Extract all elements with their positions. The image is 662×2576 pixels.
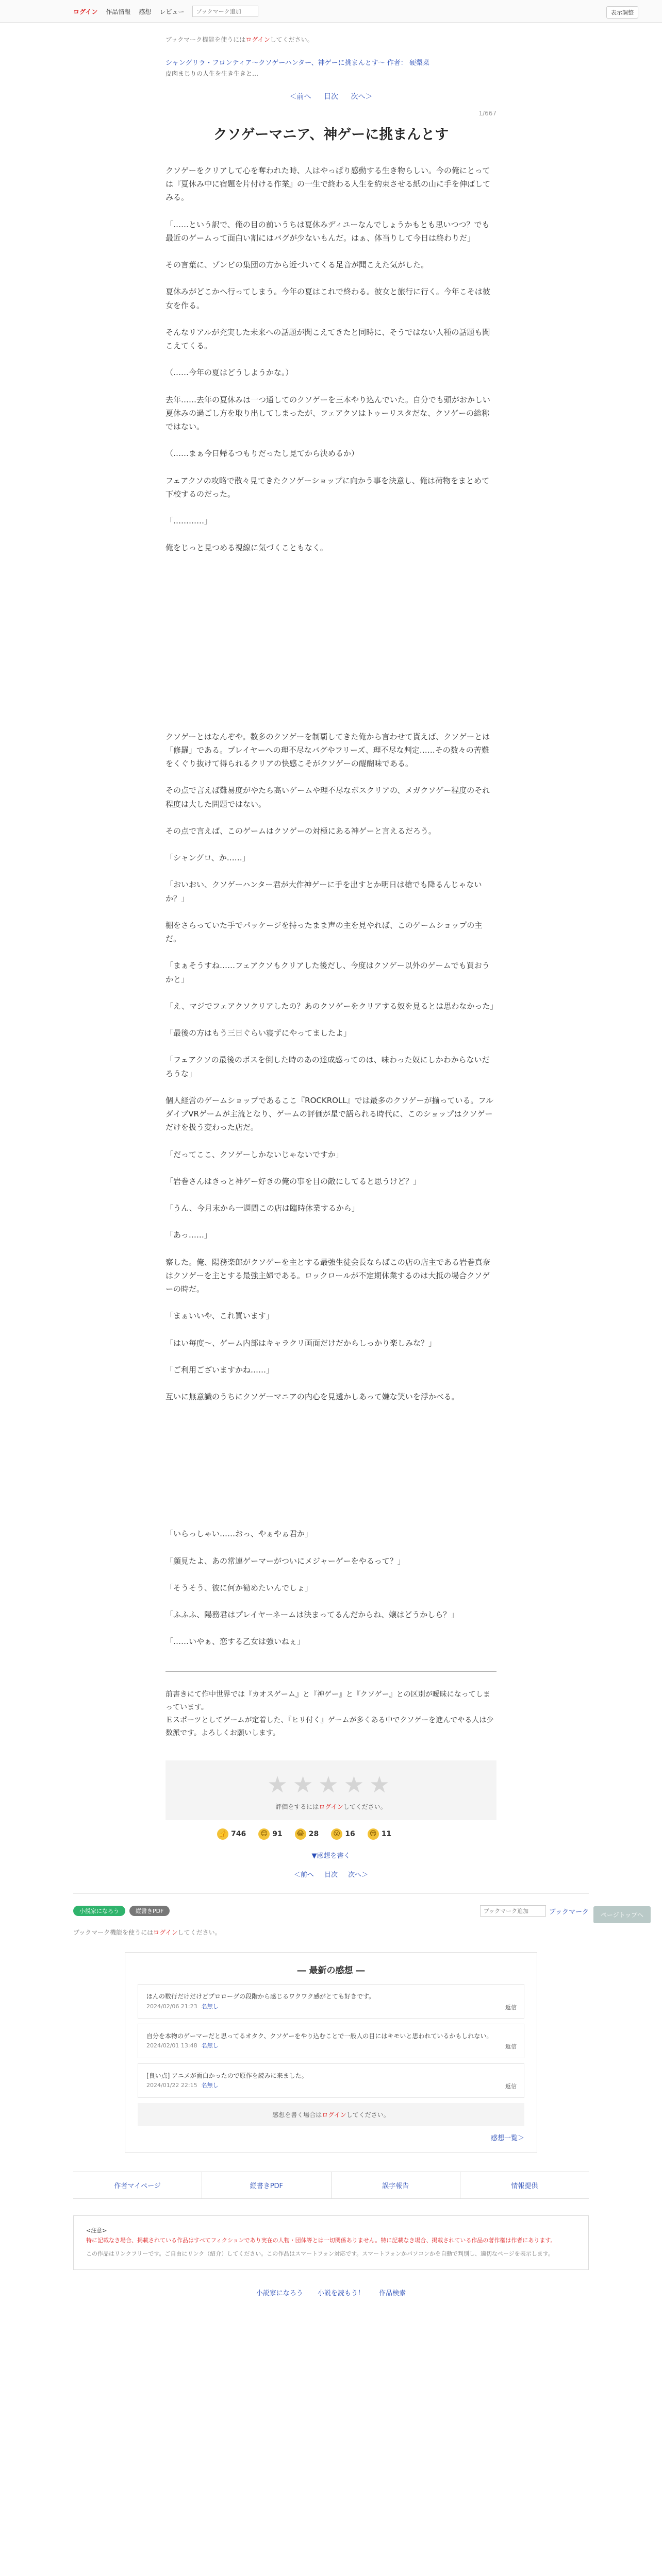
bookmark-button[interactable]: ブックマーク [549, 1908, 589, 1916]
caution-box [73, 2215, 589, 2270]
review-reply-link[interactable]: 返信 [505, 2083, 517, 2090]
para: 「まぁそうすね……フェアクソもクリアした後だし、今度はクソゲー以外のゲームでも買おうかと」 [166, 961, 490, 984]
review-item [138, 2063, 524, 2098]
bottom-link-read[interactable]: 小説を読もう！ [317, 2289, 365, 2297]
series-label: 皮肉まじりの人生を生き生きと… [166, 70, 259, 77]
para: 「……という訳で、俺の目の前いうちは夏休みディユーなんでしょうかもとも思いつつ？でも最近のゲームって面白い割にはバグが少ないもんだ。はぁ、体当りして今日は終わりだ」 [166, 219, 490, 243]
caution-grey: この作品はリンクフリーです。ご自由にリンク（紹介）してください。この作品はスマートフォン対応です。スマートフォンかパソコンかを自動で判別し、適切なページを表示します。 [86, 2250, 554, 2258]
para: 「…………」 [166, 516, 212, 526]
toc-link[interactable]: 目次 [324, 92, 338, 101]
pdf-chip[interactable]: 縦書きPDF [129, 1906, 170, 1916]
para: 互いに無意識のうちにクソゲーマニアの内心を見透かしあって嫌な笑いを浮かべる。 [166, 1392, 459, 1402]
para: 「そうそう、彼に何か勧めたいんでしょ」 [166, 1583, 313, 1592]
para: 「シャングロ、か……」 [166, 853, 250, 863]
review-login-note [138, 2103, 524, 2126]
reaction-count: 746 [231, 1830, 246, 1839]
page-top-button[interactable]: ページトップへ [593, 1906, 651, 1923]
write-review-link[interactable]: ▼感想を書く [311, 1852, 351, 1860]
para: 俺をじっと見つめる視線に気づくこともなく。 [166, 543, 328, 553]
review-author-link[interactable]: 名無し [201, 2003, 219, 2010]
para: 「最後の方はもう三日ぐらい寝ずにやってましたよ」 [166, 1028, 352, 1038]
para: （……今年の夏はどうしようかな。） [166, 368, 293, 378]
reaction-item[interactable] [331, 1828, 355, 1840]
reaction-item[interactable] [258, 1828, 282, 1840]
para: そんなリアルが充実した未来への話題が聞こえてきたと同時に、そうではない人種の話題も聞こえてくる。 [166, 327, 490, 351]
series-title-link[interactable]: シャングリラ・フロンティア〜クソゲーハンター、神ゲーに挑まんとす〜 [166, 59, 385, 67]
next-link[interactable]: 次へ＞ [351, 92, 373, 101]
bookmark-bar [73, 1893, 589, 1925]
review-reply-link[interactable]: 返信 [505, 2004, 517, 2011]
para: 「ご利用ございますかね……」 [166, 1365, 274, 1375]
reviews-title: ― 最新の感想 ― [297, 1965, 365, 1976]
para: 「え、マジでフェアクソクリアしたの？あのクソゲーをクリアする奴を見るとは思わなかった」 [166, 1001, 498, 1011]
review-text: ほんの数行だけだけどプロローグの段階から感じるワクワク感がとても好きです。 [146, 1993, 375, 2001]
laugh-icon: 😂 [295, 1828, 306, 1840]
toc-link[interactable]: 目次 [324, 1871, 338, 1879]
next-link[interactable]: 次へ＞ [348, 1871, 369, 1879]
review-item [138, 2024, 524, 2058]
para: 「あっ……」 [166, 1230, 212, 1240]
afterword-divider [166, 1671, 496, 1672]
review-note-text: 感想を書く場合は [272, 2111, 322, 2119]
top-bar [0, 0, 662, 23]
bottom-link-site[interactable]: 小説家になろう [256, 2289, 303, 2297]
caution-red: 特に記載なき場合、掲載されている作品はすべてフィクションであり実在の人物・団体等とは一切関係ありません。特に記載なき場合、掲載されている作品の著作権は作者にあります。 [86, 2236, 556, 2244]
para: 棚をさらっていた手でパッケージを持ったまま声の主を見やれば、このゲームショップの主だ。 [166, 920, 483, 944]
para: 「フェアクソの最後のボスを倒した時のあの達成感ってのは、味わった奴にしかわからないだろうな」 [166, 1055, 490, 1078]
review-date: 2024/01/22 22:15 [146, 2082, 197, 2089]
sad-icon: 😢 [368, 1828, 379, 1840]
para: 「だってここ、クソゲーしかないじゃないですか」 [166, 1149, 343, 1159]
thumbs-up-icon: 👍 [217, 1828, 228, 1840]
rating-box [166, 1760, 496, 1820]
bottom-links [0, 2287, 662, 2297]
story-body [166, 164, 496, 1649]
review-login-link[interactable]: ログイン [322, 2111, 346, 2119]
chapter-number: 1/667 [478, 109, 496, 117]
afterword: 前書きにて作中世界では『カオスゲーム』と『神ゲー』と『クソゲー』との区別が曖昧になってしまっています。 Ｅスポーツとしてゲームが定着した、『ヒリ付く』ゲームが多くある中でクソゲーを進んでやる人は少数派です。よろしくお願いします。 [166, 1690, 494, 1738]
nav-review[interactable]: 感想 [139, 8, 152, 15]
reaction-count: 28 [308, 1830, 319, 1839]
para: フェアクソの攻略で散々見てきたクソゲーショップに向かう事を決意し、俺は荷物をまとめて下校するのだった。 [166, 476, 490, 499]
prev-link[interactable]: ＜前へ [289, 92, 311, 101]
notice2-tail: してください。 [177, 1929, 221, 1937]
surprised-icon: 😮 [331, 1828, 342, 1840]
review-author-link[interactable]: 名無し [201, 2042, 219, 2049]
para: 「いらっしゃい……おっ、やぁやぁ君か」 [166, 1529, 313, 1539]
rating-msg-tail: してください。 [343, 1803, 387, 1811]
bookmark-input-bottom[interactable] [480, 1905, 546, 1917]
reaction-count: 16 [345, 1830, 355, 1839]
login-notice [166, 35, 496, 44]
notice-text: ブックマーク機能を使うには [166, 36, 246, 43]
reaction-item[interactable] [295, 1828, 319, 1840]
reaction-count: 91 [272, 1830, 283, 1839]
para: 個人経営のゲームショップであるここ『ROCKROLL』では最多のクソゲーが揃っている。フルダイブVRゲームが主流となり、ゲームの評価が星で語られる時代に、このショップはクソゲーだけを扱う変わった店だ。 [166, 1095, 493, 1132]
para: 察した。俺、陽務楽郎がクソゲーを主とする最強生徒会長ならばこの店の店主である岩巻真奈はクソゲーを主とする最強主婦である。ロックロールが不定期休業するのは大抵の場合クソゲーの時だ。 [166, 1257, 490, 1294]
footer-typo-link[interactable]: 誤字報告 [332, 2172, 460, 2198]
bookmark-input[interactable] [192, 6, 258, 17]
nav-report[interactable]: レビュー [159, 8, 185, 15]
para: 「ふふふ、陽務君はプレイヤーネームは決まってるんだからね、嬢はどうかしら？」 [166, 1610, 459, 1620]
footer-info-link[interactable]: 情報提供 [511, 2182, 538, 2190]
reaction-count: 11 [381, 1830, 392, 1839]
para: 「顔見たよ、あの常連ゲーマーがついにメジャーゲーをやるって？」 [166, 1556, 405, 1566]
prev-link[interactable]: ＜前へ [293, 1871, 314, 1879]
notice2-text: ブックマーク機能を使うには [73, 1929, 154, 1937]
bottom-link-search[interactable]: 作品検索 [379, 2289, 406, 2297]
para: 「はい毎度〜、ゲーム内部はキャラクリ画面だけだからしっかり楽しみな？」 [166, 1338, 437, 1348]
author-label: 作者： [387, 59, 407, 67]
notice-login-link[interactable]: ログイン [245, 36, 270, 43]
pager-top [166, 91, 496, 101]
login-notice-bottom [73, 1925, 589, 1940]
review-text: [良い点] アニメが面白かったので原作を読みに来ました。 [146, 2072, 308, 2080]
para: 「岩巻さんはきっと神ゲー好きの俺の事を目の敵にしてると思うけど？」 [166, 1176, 421, 1186]
site-chip[interactable]: 小説家になろう [73, 1906, 125, 1916]
rating-stars[interactable]: ★★★★★ [267, 1772, 395, 1799]
rating-msg [166, 1802, 496, 1811]
para: 夏休みがどこかへ行ってしまう。今年の夏はこれで終わる。彼女と旅行に行く。今年こそは彼女を作る。 [166, 287, 490, 310]
author-link[interactable]: 硬梨菜 [409, 59, 429, 67]
para: クソゲーをクリアして心を奪われた時、人はやっぱり感動する生き物らしい。今の俺にとっては『夏休み中に宿題を片付ける作業』の一生で終わる人生を約束させる紙の山に手を伸ばしてみる。 [166, 165, 491, 202]
chapter-title: クソゲーマニア、神ゲーに挑まんとす [213, 126, 449, 143]
para: （……まぁ今日帰るつもりだったし見てから決めるか） [166, 449, 359, 459]
rating-msg-text: 評価をするには [275, 1803, 319, 1811]
smile-icon: 😊 [258, 1828, 270, 1840]
review-date: 2024/02/06 21:23 [146, 2003, 197, 2010]
caution-head: <注意> [86, 2227, 107, 2234]
main-content [166, 35, 496, 1879]
pager-bottom [166, 1869, 496, 1879]
para: 「まぁいいや、これ買います」 [166, 1311, 274, 1321]
nav-info[interactable]: 作品情報 [106, 8, 131, 15]
para: その点で言えば難易度がやたら高いゲームや理不尽なボスクリアの、メガクソゲー程度のそれ程度は大した問題ではない。 [166, 786, 490, 809]
para: 「おいおい、クソゲーハンター君が大作神ゲーに手を出すとか明日は槍でも降るんじゃないか？」 [166, 880, 482, 903]
reaction-item[interactable] [368, 1828, 391, 1840]
footer-pdf-link[interactable]: 縦書きPDF [202, 2172, 331, 2198]
series-info [166, 58, 496, 79]
all-reviews-link[interactable]: 感想一覧＞ [490, 2134, 524, 2142]
review-author-link[interactable]: 名無し [201, 2082, 219, 2089]
reactions [166, 1828, 496, 1840]
para: その言葉に、ゾンビの集団の方から近づいてくる足音が聞こえた気がした。 [166, 260, 429, 270]
footer-author-link[interactable]: 作者マイページ [73, 2172, 202, 2198]
review-date: 2024/02/01 13:48 [146, 2042, 197, 2049]
notice2-login-link[interactable]: ログイン [153, 1929, 178, 1937]
login-link[interactable]: ログイン [73, 8, 98, 15]
rating-login-link[interactable]: ログイン [319, 1803, 343, 1811]
para: 「うん、今月末から一週間この店は臨時休業するから」 [166, 1204, 359, 1213]
review-item [138, 1984, 524, 2019]
reaction-item[interactable] [217, 1828, 246, 1840]
footer-nav [73, 2172, 589, 2199]
reviews-title-text: 最新の感想 [309, 1965, 353, 1976]
para: 去年……去年の夏休みは一つ通してのクソゲーを三本やり込んでいた。自分でも頭がおかしい夏休みの過ごし方を取り出してしまったが、フェアクソはトゥーリスタだな、クソゲーの総称ではない。 [166, 395, 490, 432]
display-settings-button[interactable]: 表示調整 [606, 6, 638, 19]
review-note-tail: してください。 [346, 2111, 390, 2119]
review-text: 自分を本物のゲーマーだと思ってるオタク、クソゲーをやり込むことで一般人の目にはキモいと思われているかもしれない。 [146, 2032, 493, 2040]
para: 「……いやぁ、恋する乙女は強いねぇ」 [166, 1637, 305, 1647]
para: クソゲーとはなんぞや。数多のクソゲーを制覇してきた俺から言わせて貰えば、クソゲーとは「修羅」である。プレイヤーへの理不尽なバグやフリーズ、理不尽な判定……その数々の苦難をくぐり抜けて得られるクリアの快感こそがクソゲーの醍醐味である。 [166, 732, 490, 769]
review-reply-link[interactable]: 返信 [505, 2043, 517, 2050]
latest-reviews [125, 1952, 537, 2153]
notice-tail: してください。 [270, 36, 313, 43]
para: その点で言えば、このゲームはクソゲーの対極にある神ゲーと言えるだろう。 [166, 826, 436, 836]
